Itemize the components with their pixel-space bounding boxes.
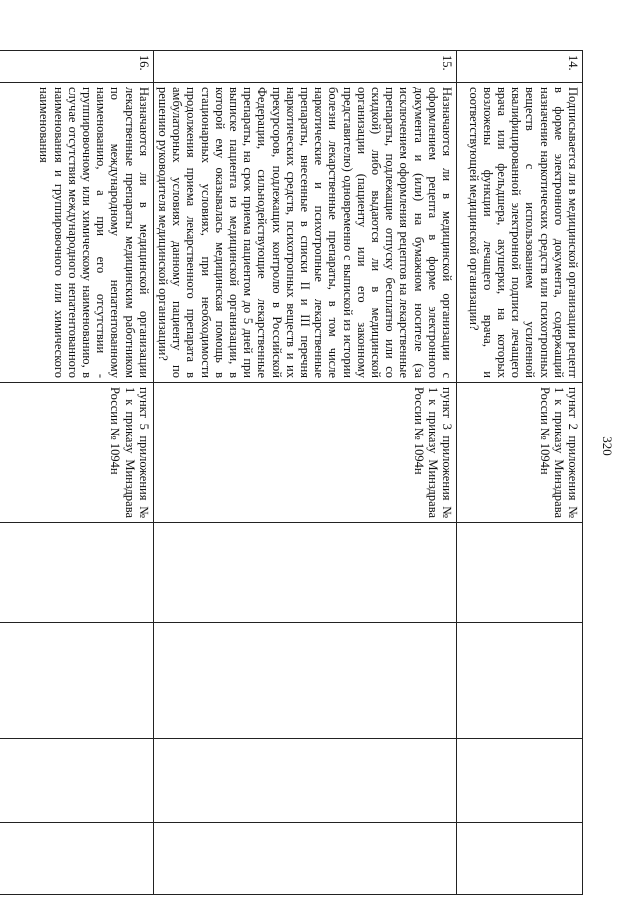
table-row [457,51,583,895]
reference-text: пункт 5 приложения № 1 к приказу Минздрава России № 1094н [108,387,151,518]
row-number: 16. [0,51,153,83]
question-text: Назначаются ли в медицинской организации с оформлением рецепта в форме электронного документа и (или) на бумажном носителе (за исключением оформления рецептов на лекарственные препараты, подлежащие отпуску бесплатно или со скидкой) либо выдаются ли в медицинской организации (пациенту или его законному представителю) одновременно с выпиской из истории болезни лекарственные препараты, в том числе наркотические и психотропные лекарственные препараты, внесенные в списки II и III перечня наркотических средств, психотропных веществ и их прекурсоров, подлежащих контролю в Российской Федерации, сильнодействующие лекарственные препараты, на срок приема пациентом до 5 дней при выписке пациента из медицинской организации, в которой ему оказывалась медицинская помощь в стационарных условиях, при необходимости продолжения приема лекарственного препарата в амбулаторных условиях данному пациенту по решению руководителя медицинской организации? [155,87,454,378]
rotated-table-wrapper [20,50,583,894]
question-text: Назначаются ли в медицинской организации лекарственные препараты медицинским работником по международному непатентованному наименованию, а при его отсутствии - группировочному или химическому наименованию, в случае отсутствия международного непатентованного наименования и группировочного или химического наименования [37,87,151,378]
note-cell[interactable] [153,823,456,895]
answer-na-cell[interactable] [0,739,153,823]
table-row [0,51,153,895]
answer-no-cell[interactable] [0,623,153,739]
reference-cell [0,383,153,523]
answer-yes-cell[interactable] [0,523,153,623]
table-row [153,51,456,895]
answer-na-cell[interactable] [153,739,456,823]
answer-yes-cell[interactable] [457,523,583,623]
question-text: Подписывается ли в медицинской организации рецепт в форме электронного документа, содержащий назначение наркотических средств или психотропных веществ с использованием усиленной квалифицированной электронной подписи лечащего врача или фельдшера, акушерки, на которых возложены функции лечащего врача, и соответствующей медицинской организации? [466,87,580,378]
answer-no-cell[interactable] [457,623,583,739]
answer-na-cell[interactable] [457,739,583,823]
note-cell[interactable] [457,823,583,895]
row-number: 15. [153,51,456,83]
question-cell [457,83,583,383]
reference-text: пункт 2 приложения № 1 к приказу Минздрава России № 1094н [537,387,580,518]
note-cell[interactable] [0,823,153,895]
answer-no-cell[interactable] [153,623,456,739]
answer-yes-cell[interactable] [153,523,456,623]
question-cell [0,83,153,383]
page-number: 320 [599,436,615,456]
row-number: 14. [457,51,583,83]
reference-text: пункт 3 приложения № 1 к приказу Минздрава России № 1094н [411,387,454,518]
reference-cell [153,383,456,523]
question-cell [153,83,456,383]
checklist-table [0,50,583,895]
reference-cell [457,383,583,523]
